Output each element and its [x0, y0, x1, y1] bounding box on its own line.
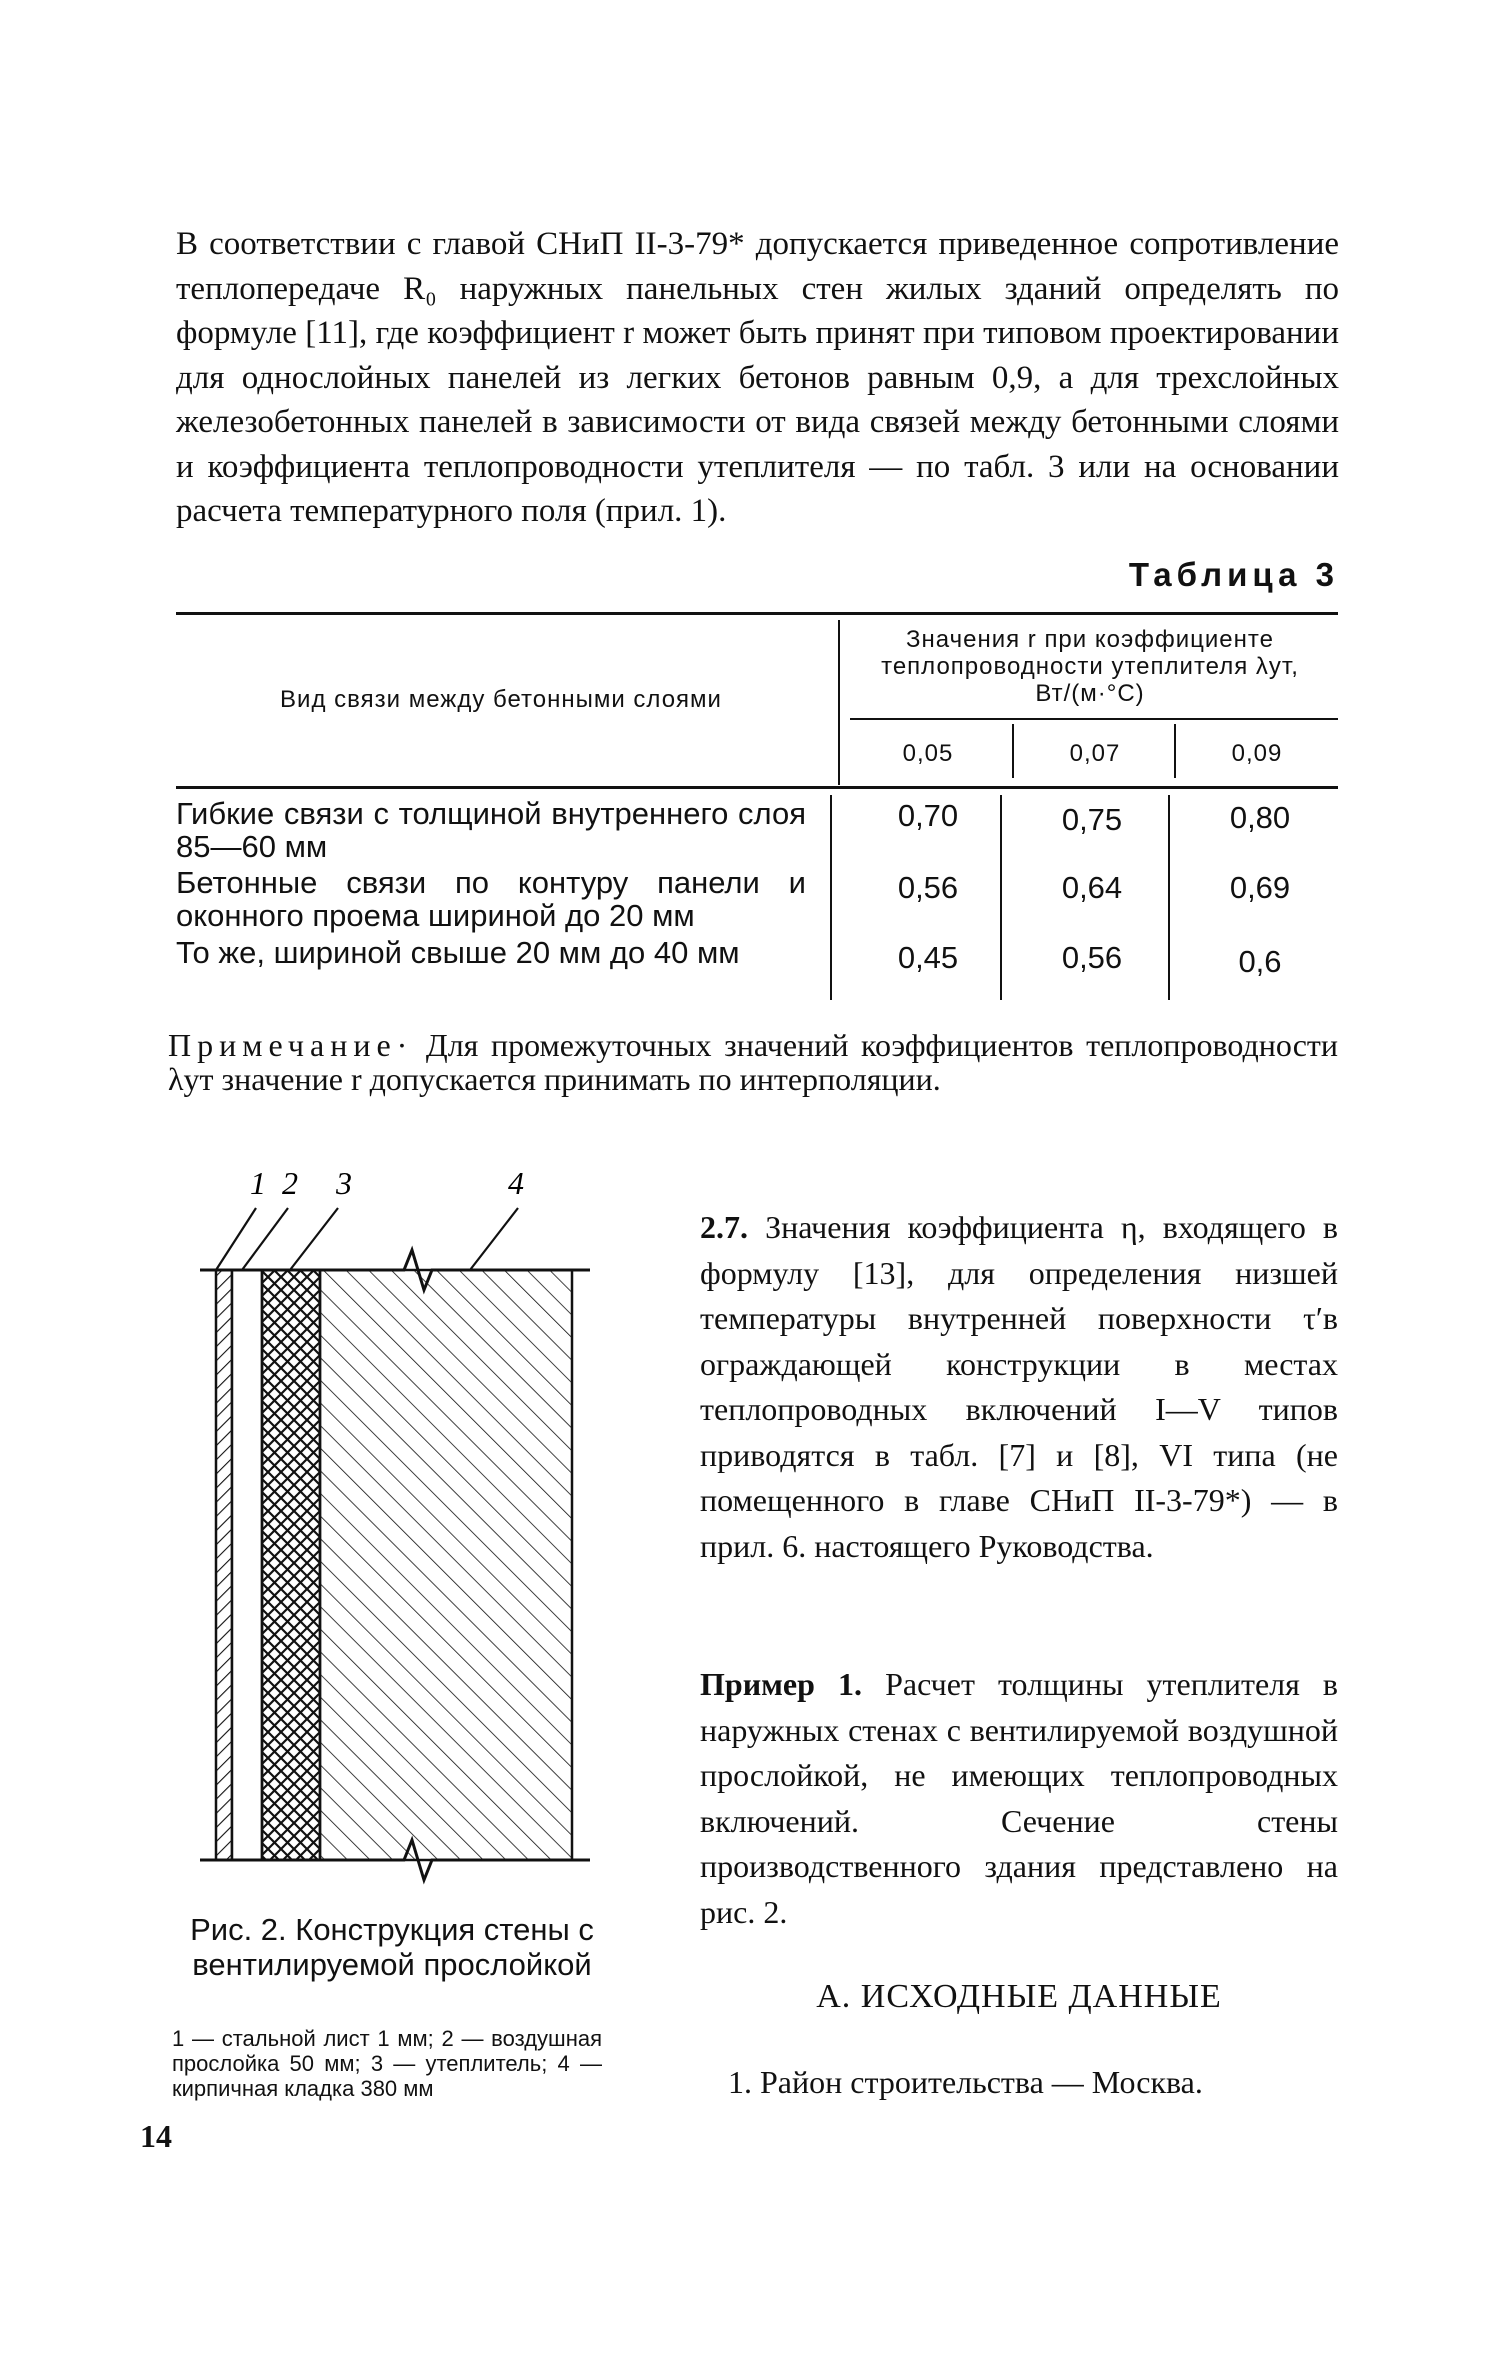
table-caption: Таблица 3 [1128, 556, 1339, 593]
table-subheader-1: 0,05 [902, 740, 954, 767]
table-sub-divider-2 [1174, 724, 1176, 778]
example-label: Пример 1. [700, 1666, 862, 1702]
figure-legend: 1 — стальной лист 1 мм; 2 — воздушная прослойка 50 мм; 3 — утеплитель; 4 — кирпичная кладка 380 мм [172, 2026, 602, 2101]
table-cell-1-1: 0,70 [897, 798, 959, 833]
table-cell-2-1: 0,56 [897, 870, 959, 905]
table-cell-1-2: 0,75 [1061, 802, 1123, 837]
table-row-label-2: Бетонные связи по контуру панели и оконного проема шириной до 20 мм [176, 865, 806, 933]
table-top-rule [176, 612, 1338, 615]
table-cell-3-1: 0,45 [897, 940, 959, 975]
layer-number-4: 4 [508, 1165, 524, 1201]
table-note [168, 1028, 1338, 1096]
table-subheader-2: 0,07 [1069, 740, 1121, 767]
table-row-label-1: Гибкие связи с толщиной внутреннего слоя 85—60 мм [176, 796, 806, 864]
table-header-left: Вид связи между бетонными слоями [280, 686, 722, 713]
section-2-7 [700, 1205, 1338, 1569]
section-2-7-number: 2.7. [700, 1209, 748, 1245]
wall-section-figure [190, 1160, 610, 1900]
table-header-bottom-rule [176, 786, 1338, 789]
table-header-right: Значения r при коэффициенте теплопроводности утеплителя λут, Вт/(м·°С) [881, 626, 1299, 707]
table-cell-1-3: 0,80 [1229, 800, 1291, 835]
page-number: 14 [140, 2118, 172, 2154]
table-subheader-rule [850, 718, 1338, 720]
example-text: Расчет толщины утеплителя в наружных стенах с вентилируемой воздушной прослойкой, не имеющих теплопроводных включений. Сечение стены производственного здания представлено на рис. 2. [700, 1666, 1339, 1930]
initial-data-item-1: 1. Район строительства — Москва. [728, 2064, 1203, 2100]
layer-number-3: 3 [336, 1165, 352, 1201]
section-2-7-text: Значения коэффициента η, входящего в формулу [13], для определения низшей температуры внутренней поверхности τ′в ограждающей конструкции в местах теплопроводных включений I—V типов приводятся в табл. [7] и [8], VI типа (не помещенного в главе СНиП II-3-79*) — в прил. 6. настоящего Руководства. [700, 1209, 1339, 1564]
example-1 [700, 1662, 1338, 1935]
table-header-divider [838, 620, 840, 785]
table-cell-3-2: 0,56 [1061, 940, 1123, 975]
section-heading-a: А. ИСХОДНЫЕ ДАННЫЕ [816, 1978, 1222, 2015]
intro-paragraph: В соответствии с главой СНиП II-3-79* допускается приведенное сопротивление теплопередаче R₀ наружных панельных стен жилых зданий определять по формуле [11], где коэффициент r может быть принят при типовом проектировании для однослойных панелей из легких бетонов равным 0,9, а для трехслойных железобетонных панелей в зависимости от вида связей между бетонными слоями и коэффициента теплопроводности утеплителя — по табл. 3 или на основании расчета температурного поля (прил. 1). [176, 226, 1339, 529]
table-body-divider-0 [830, 795, 832, 1000]
table-cell-2-3: 0,69 [1229, 870, 1291, 905]
table-row-label-3: То же, шириной свыше 20 мм до 40 мм [176, 935, 740, 970]
table-sub-divider-1 [1012, 724, 1014, 778]
layer-number-1: 1 [250, 1165, 266, 1201]
table-cell-3-3: 0,6 [1238, 944, 1282, 979]
figure-caption: Рис. 2. Конструкция стены с вентилируемой прослойкой [190, 1912, 594, 1982]
layer-number-2: 2 [282, 1165, 298, 1201]
table-subheader-3: 0,09 [1231, 740, 1283, 767]
table-cell-2-2: 0,64 [1061, 870, 1123, 905]
note-text: Для промежуточных значений коэффициентов теплопроводности λут значение r допускается принимать по интерполяции. [168, 1027, 1338, 1097]
note-label: Примечание· [168, 1027, 414, 1063]
